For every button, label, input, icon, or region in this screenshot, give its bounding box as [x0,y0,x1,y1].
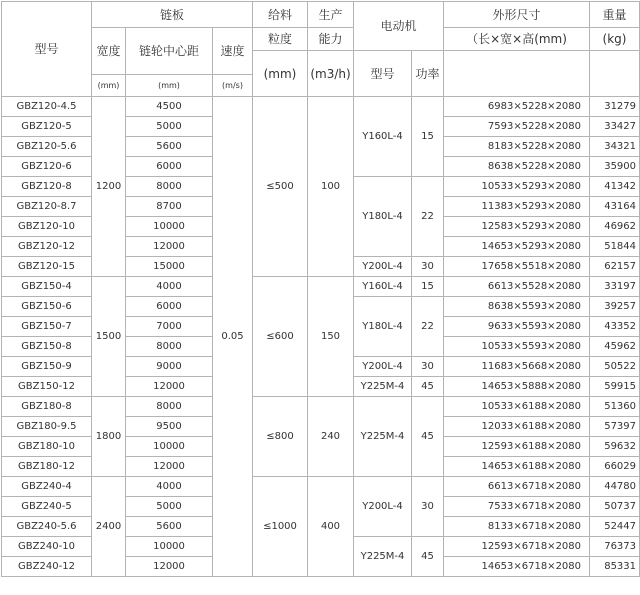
weight-cell: 45962 [590,337,640,357]
distance-cell: 10000 [126,437,213,457]
feed-size-cell: ≤600 [253,277,308,397]
weight-cell: 50737 [590,497,640,517]
motor-power-cell: 30 [412,357,444,377]
model-cell: GBZ120-8.7 [2,197,92,217]
weight-cell: 66029 [590,457,640,477]
weight-cell: 50522 [590,357,640,377]
dimensions-cell: 14653×5293×2080 [444,237,590,257]
motor-power-cell: 15 [412,97,444,177]
header-chain-plate: 链板 [92,2,253,28]
motor-model-cell: Y160L-4 [354,277,412,297]
model-cell: GBZ120-6 [2,157,92,177]
weight-cell: 43352 [590,317,640,337]
header-model: 型号 [2,2,92,97]
header-weight-unit: (kg) [590,28,640,51]
model-cell: GBZ240-12 [2,557,92,577]
model-cell: GBZ150-12 [2,377,92,397]
motor-power-cell: 30 [412,477,444,537]
distance-cell: 6000 [126,297,213,317]
distance-cell: 4000 [126,477,213,497]
distance-cell: 5000 [126,117,213,137]
capacity-cell: 400 [308,477,354,577]
model-cell: GBZ120-5 [2,117,92,137]
header-feed-size-line1: 给料 [253,2,308,28]
header-speed: 速度 [213,28,253,75]
table-row [2,397,640,417]
distance-cell: 5600 [126,517,213,537]
dimensions-cell: 8183×5228×2080 [444,137,590,157]
capacity-cell: 150 [308,277,354,397]
weight-cell: 35900 [590,157,640,177]
model-cell: GBZ240-4 [2,477,92,497]
distance-cell: 5000 [126,497,213,517]
model-cell: GBZ180-8 [2,397,92,417]
model-cell: GBZ150-6 [2,297,92,317]
weight-cell: 51360 [590,397,640,417]
distance-cell: 12000 [126,377,213,397]
model-cell: GBZ120-10 [2,217,92,237]
motor-power-cell: 22 [412,177,444,257]
model-cell: GBZ150-9 [2,357,92,377]
dimensions-cell: 12583×5293×2080 [444,217,590,237]
weight-cell: 44780 [590,477,640,497]
header-row [2,2,640,28]
dimensions-cell: 6983×5228×2080 [444,97,590,117]
header-width-unit: (mm) [92,75,126,97]
distance-cell: 8700 [126,197,213,217]
model-cell: GBZ150-8 [2,337,92,357]
distance-cell: 4500 [126,97,213,117]
model-cell: GBZ180-10 [2,437,92,457]
dimensions-cell: 10533×5593×2080 [444,337,590,357]
dimensions-cell: 8638×5228×2080 [444,157,590,177]
model-cell: GBZ120-8 [2,177,92,197]
weight-cell: 59632 [590,437,640,457]
weight-cell: 33427 [590,117,640,137]
motor-power-cell: 22 [412,297,444,357]
table-row [2,277,640,297]
header-sprocket-distance: 链轮中心距 [126,28,213,75]
model-cell: GBZ120-15 [2,257,92,277]
model-cell: GBZ240-5 [2,497,92,517]
dimensions-cell: 8133×6718×2080 [444,517,590,537]
distance-cell: 9500 [126,417,213,437]
width-cell: 2400 [92,477,126,577]
dimensions-cell: 12593×6188×2080 [444,437,590,457]
distance-cell: 8000 [126,177,213,197]
weight-cell: 39257 [590,297,640,317]
header-distance-unit: (mm) [126,75,213,97]
weight-cell: 33197 [590,277,640,297]
distance-cell: 4000 [126,277,213,297]
weight-cell: 34321 [590,137,640,157]
distance-cell: 10000 [126,537,213,557]
motor-model-cell: Y225M-4 [354,397,412,477]
dimensions-cell: 6613×6718×2080 [444,477,590,497]
distance-cell: 8000 [126,337,213,357]
model-cell: GBZ120-4.5 [2,97,92,117]
dimensions-cell: 8638×5593×2080 [444,297,590,317]
header-capacity-line2: 能力 [308,28,354,51]
distance-cell: 8000 [126,397,213,417]
weight-cell: 85331 [590,557,640,577]
distance-cell: 5600 [126,137,213,157]
speed-cell: 0.05 [213,97,253,577]
motor-model-cell: Y225M-4 [354,537,412,577]
dimensions-cell: 14653×5888×2080 [444,377,590,397]
distance-cell: 12000 [126,237,213,257]
model-cell: GBZ120-5.6 [2,137,92,157]
header-capacity-unit: (m3/h) [308,51,354,97]
header-width: 宽度 [92,28,126,75]
dimensions-cell: 12033×6188×2080 [444,417,590,437]
width-cell: 1200 [92,97,126,277]
weight-cell: 52447 [590,517,640,537]
header-row [2,28,640,51]
distance-cell: 7000 [126,317,213,337]
weight-cell: 62157 [590,257,640,277]
specification-table [1,1,640,577]
dimensions-cell: 6613×5528×2080 [444,277,590,297]
feed-size-cell: ≤500 [253,97,308,277]
motor-model-cell: Y200L-4 [354,477,412,537]
weight-cell: 76373 [590,537,640,557]
header-dimensions-blank [444,51,590,97]
model-cell: GBZ150-7 [2,317,92,337]
dimensions-cell: 11683×5668×2080 [444,357,590,377]
dimensions-cell: 10533×6188×2080 [444,397,590,417]
weight-cell: 43164 [590,197,640,217]
header-weight: 重量 [590,2,640,28]
weight-cell: 31279 [590,97,640,117]
table-row [2,97,640,117]
model-cell: GBZ240-5.6 [2,517,92,537]
capacity-cell: 240 [308,397,354,477]
header-feed-unit: (mm) [253,51,308,97]
motor-model-cell: Y180L-4 [354,177,412,257]
weight-cell: 46962 [590,217,640,237]
distance-cell: 10000 [126,217,213,237]
dimensions-cell: 12593×6718×2080 [444,537,590,557]
motor-power-cell: 30 [412,257,444,277]
header-dimensions: 外形尺寸 [444,2,590,28]
distance-cell: 15000 [126,257,213,277]
feed-size-cell: ≤1000 [253,477,308,577]
dimensions-cell: 7593×5228×2080 [444,117,590,137]
weight-cell: 41342 [590,177,640,197]
model-cell: GBZ180-9.5 [2,417,92,437]
motor-model-cell: Y225M-4 [354,377,412,397]
model-cell: GBZ240-10 [2,537,92,557]
motor-model-cell: Y200L-4 [354,357,412,377]
motor-power-cell: 45 [412,377,444,397]
dimensions-cell: 14653×6188×2080 [444,457,590,477]
distance-cell: 6000 [126,157,213,177]
dimensions-cell: 9633×5593×2080 [444,317,590,337]
table-row [2,477,640,497]
weight-cell: 57397 [590,417,640,437]
motor-model-cell: Y160L-4 [354,97,412,177]
header-motor-power: 功率 [412,51,444,97]
header-motor-model: 型号 [354,51,412,97]
model-cell: GBZ150-4 [2,277,92,297]
distance-cell: 12000 [126,457,213,477]
weight-cell: 51844 [590,237,640,257]
dimensions-cell: 17658×5518×2080 [444,257,590,277]
model-cell: GBZ120-12 [2,237,92,257]
header-feed-size-line2: 粒度 [253,28,308,51]
model-cell: GBZ180-12 [2,457,92,477]
dimensions-cell: 11383×5293×2080 [444,197,590,217]
weight-cell: 59915 [590,377,640,397]
motor-power-cell: 45 [412,397,444,477]
capacity-cell: 100 [308,97,354,277]
header-dimensions-note: （长×宽×高(mm) [444,28,590,51]
distance-cell: 12000 [126,557,213,577]
motor-power-cell: 45 [412,537,444,577]
header-motor: 电动机 [354,2,444,51]
header-speed-unit: (m/s) [213,75,253,97]
distance-cell: 9000 [126,357,213,377]
motor-power-cell: 15 [412,277,444,297]
dimensions-cell: 14653×6718×2080 [444,557,590,577]
dimensions-cell: 10533×5293×2080 [444,177,590,197]
motor-model-cell: Y200L-4 [354,257,412,277]
motor-model-cell: Y180L-4 [354,297,412,357]
header-weight-blank [590,51,640,97]
header-capacity-line1: 生产 [308,2,354,28]
width-cell: 1500 [92,277,126,397]
width-cell: 1800 [92,397,126,477]
dimensions-cell: 7533×6718×2080 [444,497,590,517]
feed-size-cell: ≤800 [253,397,308,477]
